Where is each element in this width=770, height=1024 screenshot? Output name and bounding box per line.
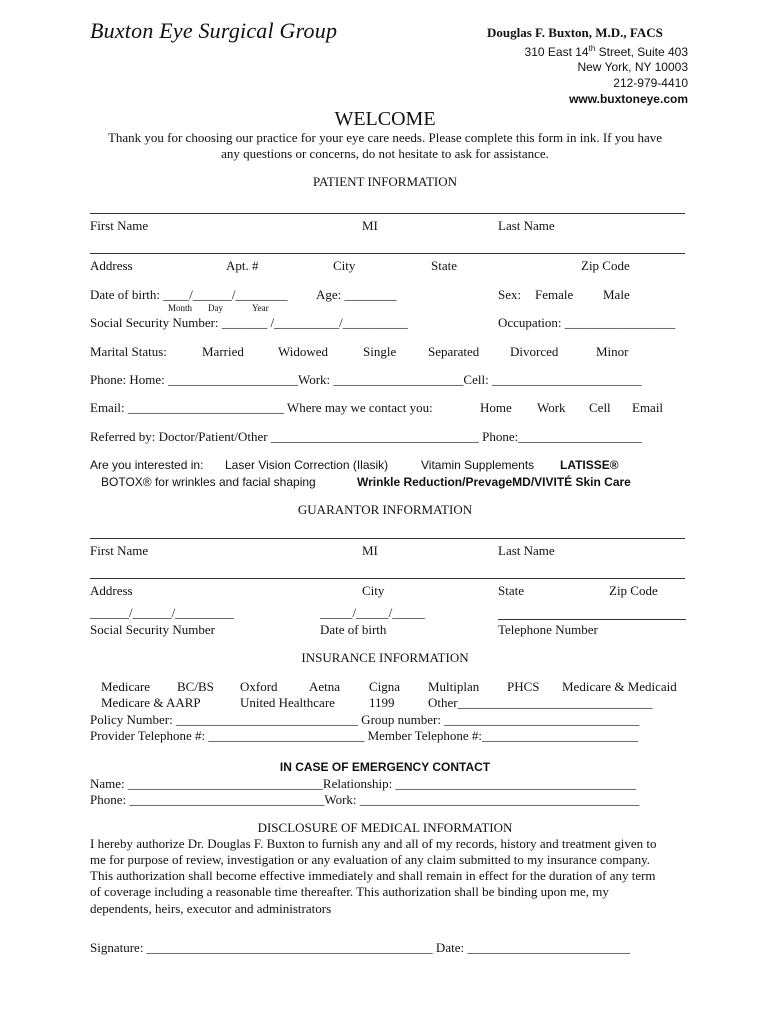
marital-option-single[interactable]: Single	[363, 344, 397, 359]
intro-line-1: Thank you for choosing our practice for your eye care needs. Please complete this form in ink. If you have	[107, 130, 663, 145]
patient-name-line[interactable]	[90, 213, 685, 214]
patient-dob-field[interactable]: Date of birth: ____/______/________	[90, 287, 288, 302]
patient-first-name-label: First Name	[90, 218, 149, 233]
patient-apt-label: Apt. #	[226, 258, 259, 273]
guarantor-state-label: State	[498, 583, 524, 598]
guarantor-city-label: City	[362, 583, 385, 598]
dob-month-hint: Month	[168, 303, 193, 313]
signature-date-field[interactable]: Signature: ____________________________________________ Date: _________________________	[90, 940, 630, 955]
contact-option-cell[interactable]: Cell	[589, 400, 611, 415]
guarantor-name-line[interactable]	[90, 538, 685, 539]
interested-label: Are you interested in:	[90, 458, 204, 472]
interest-wrinkle-reduction[interactable]: Wrinkle Reduction/PrevageMD/VIVITÉ Skin Care	[357, 475, 631, 489]
practice-phone: 212-979-4410	[613, 76, 688, 90]
guarantor-telephone-label: Telephone Number	[498, 622, 598, 637]
address-line-2: New York, NY 10003	[577, 60, 688, 74]
guarantor-dob-blank[interactable]: _____/_____/_____	[320, 605, 425, 620]
marital-option-widowed[interactable]: Widowed	[278, 344, 329, 359]
insurance-option-oxford[interactable]: Oxford	[240, 679, 278, 694]
provider-member-phone-fields[interactable]: Provider Telephone #: ________________________ Member Telephone #:________________________	[90, 728, 638, 743]
marital-option-separated[interactable]: Separated	[428, 344, 480, 359]
guarantor-first-name-label: First Name	[90, 543, 149, 558]
insurance-option-medicare-medicaid[interactable]: Medicare & Medicaid	[562, 679, 677, 694]
guarantor-telephone-line[interactable]	[498, 619, 686, 620]
welcome-title: WELCOME	[334, 108, 436, 130]
insurance-option-phcs[interactable]: PHCS	[507, 679, 540, 694]
guarantor-ssn-label: Social Security Number	[90, 622, 215, 637]
contact-option-email[interactable]: Email	[632, 400, 664, 415]
sex-option-female[interactable]: Female	[535, 287, 574, 302]
interest-botox[interactable]: BOTOX® for wrinkles and facial shaping	[101, 475, 316, 489]
patient-occupation-field[interactable]: Occupation: _________________	[498, 315, 676, 330]
disclosure-text-line: I hereby authorize Dr. Douglas F. Buxton to furnish any and all of my records, history and treatment given to	[90, 836, 657, 851]
sex-option-male[interactable]: Male	[603, 287, 630, 302]
patient-last-name-label: Last Name	[498, 218, 555, 233]
patient-mi-label: MI	[362, 218, 378, 233]
address-line-1: 310 East 14th Street, Suite 403	[524, 44, 688, 59]
patient-sex-label: Sex:	[498, 287, 522, 302]
patient-email-field[interactable]: Email: ________________________ Where may we contact you:	[90, 400, 433, 415]
insurance-option-1199[interactable]: 1199	[369, 695, 395, 710]
referred-by-field[interactable]: Referred by: Doctor/Patient/Other ________________________________ Phone:___________________	[90, 429, 642, 444]
insurance-option-cigna[interactable]: Cigna	[369, 679, 401, 694]
dob-year-hint: Year	[252, 303, 269, 313]
patient-age-field[interactable]: Age: ________	[316, 287, 397, 302]
guarantor-address-line[interactable]	[90, 578, 685, 579]
interest-vitamins[interactable]: Vitamin Supplements	[421, 458, 535, 472]
insurance-option-medicare-aarp[interactable]: Medicare & AARP	[101, 695, 201, 710]
disclosure-text-line: of coverage including a reasonable time thereafter. This authorization shall be binding upon me, my	[90, 884, 609, 899]
patient-zip-label: Zip Code	[581, 258, 630, 273]
patient-city-label: City	[333, 258, 356, 273]
guarantor-dob-label: Date of birth	[320, 622, 387, 637]
interest-laser[interactable]: Laser Vision Correction (Ilasik)	[225, 458, 389, 472]
insurance-option-multiplan[interactable]: Multiplan	[428, 679, 480, 694]
disclosure-heading: DISCLOSURE OF MEDICAL INFORMATION	[257, 820, 513, 835]
insurance-option-bcbs[interactable]: BC/BS	[177, 679, 214, 694]
insurance-option-medicare[interactable]: Medicare	[101, 679, 151, 694]
patient-state-label: State	[431, 258, 457, 273]
marital-status-label: Marital Status:	[90, 344, 167, 359]
marital-option-minor[interactable]: Minor	[596, 344, 629, 359]
patient-ssn-field[interactable]: Social Security Number: _______ /__________/__________	[90, 315, 408, 330]
practice-website: www.buxtoneye.com	[569, 92, 688, 106]
guarantor-ssn-blank[interactable]: ______/______/_________	[90, 605, 234, 620]
guarantor-info-heading: GUARANTOR INFORMATION	[297, 502, 473, 517]
disclosure-text-line: dependents, heirs, executor and administrators	[90, 901, 332, 916]
marital-option-divorced[interactable]: Divorced	[510, 344, 559, 359]
doctor-name: Douglas F. Buxton, M.D., FACS	[487, 25, 663, 40]
contact-option-work[interactable]: Work	[537, 400, 566, 415]
policy-group-fields[interactable]: Policy Number: ____________________________ Group number: ______________________________	[90, 712, 640, 727]
guarantor-mi-label: MI	[362, 543, 378, 558]
marital-option-married[interactable]: Married	[202, 344, 244, 359]
patient-info-heading: PATIENT INFORMATION	[312, 174, 458, 189]
insurance-option-aetna[interactable]: Aetna	[309, 679, 341, 694]
emergency-contact-heading: IN CASE OF EMERGENCY CONTACT	[279, 760, 491, 774]
dob-day-hint: Day	[208, 303, 223, 313]
disclosure-text-line: This authorization shall become effective immediately and shall remain in effect for the duration of any term	[90, 868, 656, 883]
patient-phone-fields[interactable]: Phone: Home: ____________________Work: ____________________Cell: _______________________	[90, 372, 642, 387]
insurance-option-other[interactable]: Other______________________________	[428, 695, 653, 710]
guarantor-last-name-label: Last Name	[498, 543, 555, 558]
patient-address-line[interactable]	[90, 253, 685, 254]
insurance-option-united[interactable]: United Healthcare	[240, 695, 335, 710]
patient-address-label: Address	[90, 258, 133, 273]
guarantor-zip-label: Zip Code	[609, 583, 658, 598]
practice-logo-text: Buxton Eye Surgical Group	[90, 18, 338, 43]
guarantor-address-label: Address	[90, 583, 133, 598]
interest-latisse[interactable]: LATISSE®	[560, 458, 619, 472]
intro-line-2: any questions or concerns, do not hesitate to ask for assistance.	[221, 146, 549, 161]
emergency-name-field[interactable]: Name: ______________________________Relationship: _____________________________________	[90, 776, 636, 791]
contact-option-home[interactable]: Home	[480, 400, 512, 415]
emergency-phone-field[interactable]: Phone: ______________________________Work: ___________________________________________	[90, 792, 640, 807]
disclosure-text-line: me for purpose of review, investigation or any evaluation of any claim submitted to my insurance company.	[90, 852, 651, 867]
insurance-info-heading: INSURANCE INFORMATION	[301, 650, 469, 665]
